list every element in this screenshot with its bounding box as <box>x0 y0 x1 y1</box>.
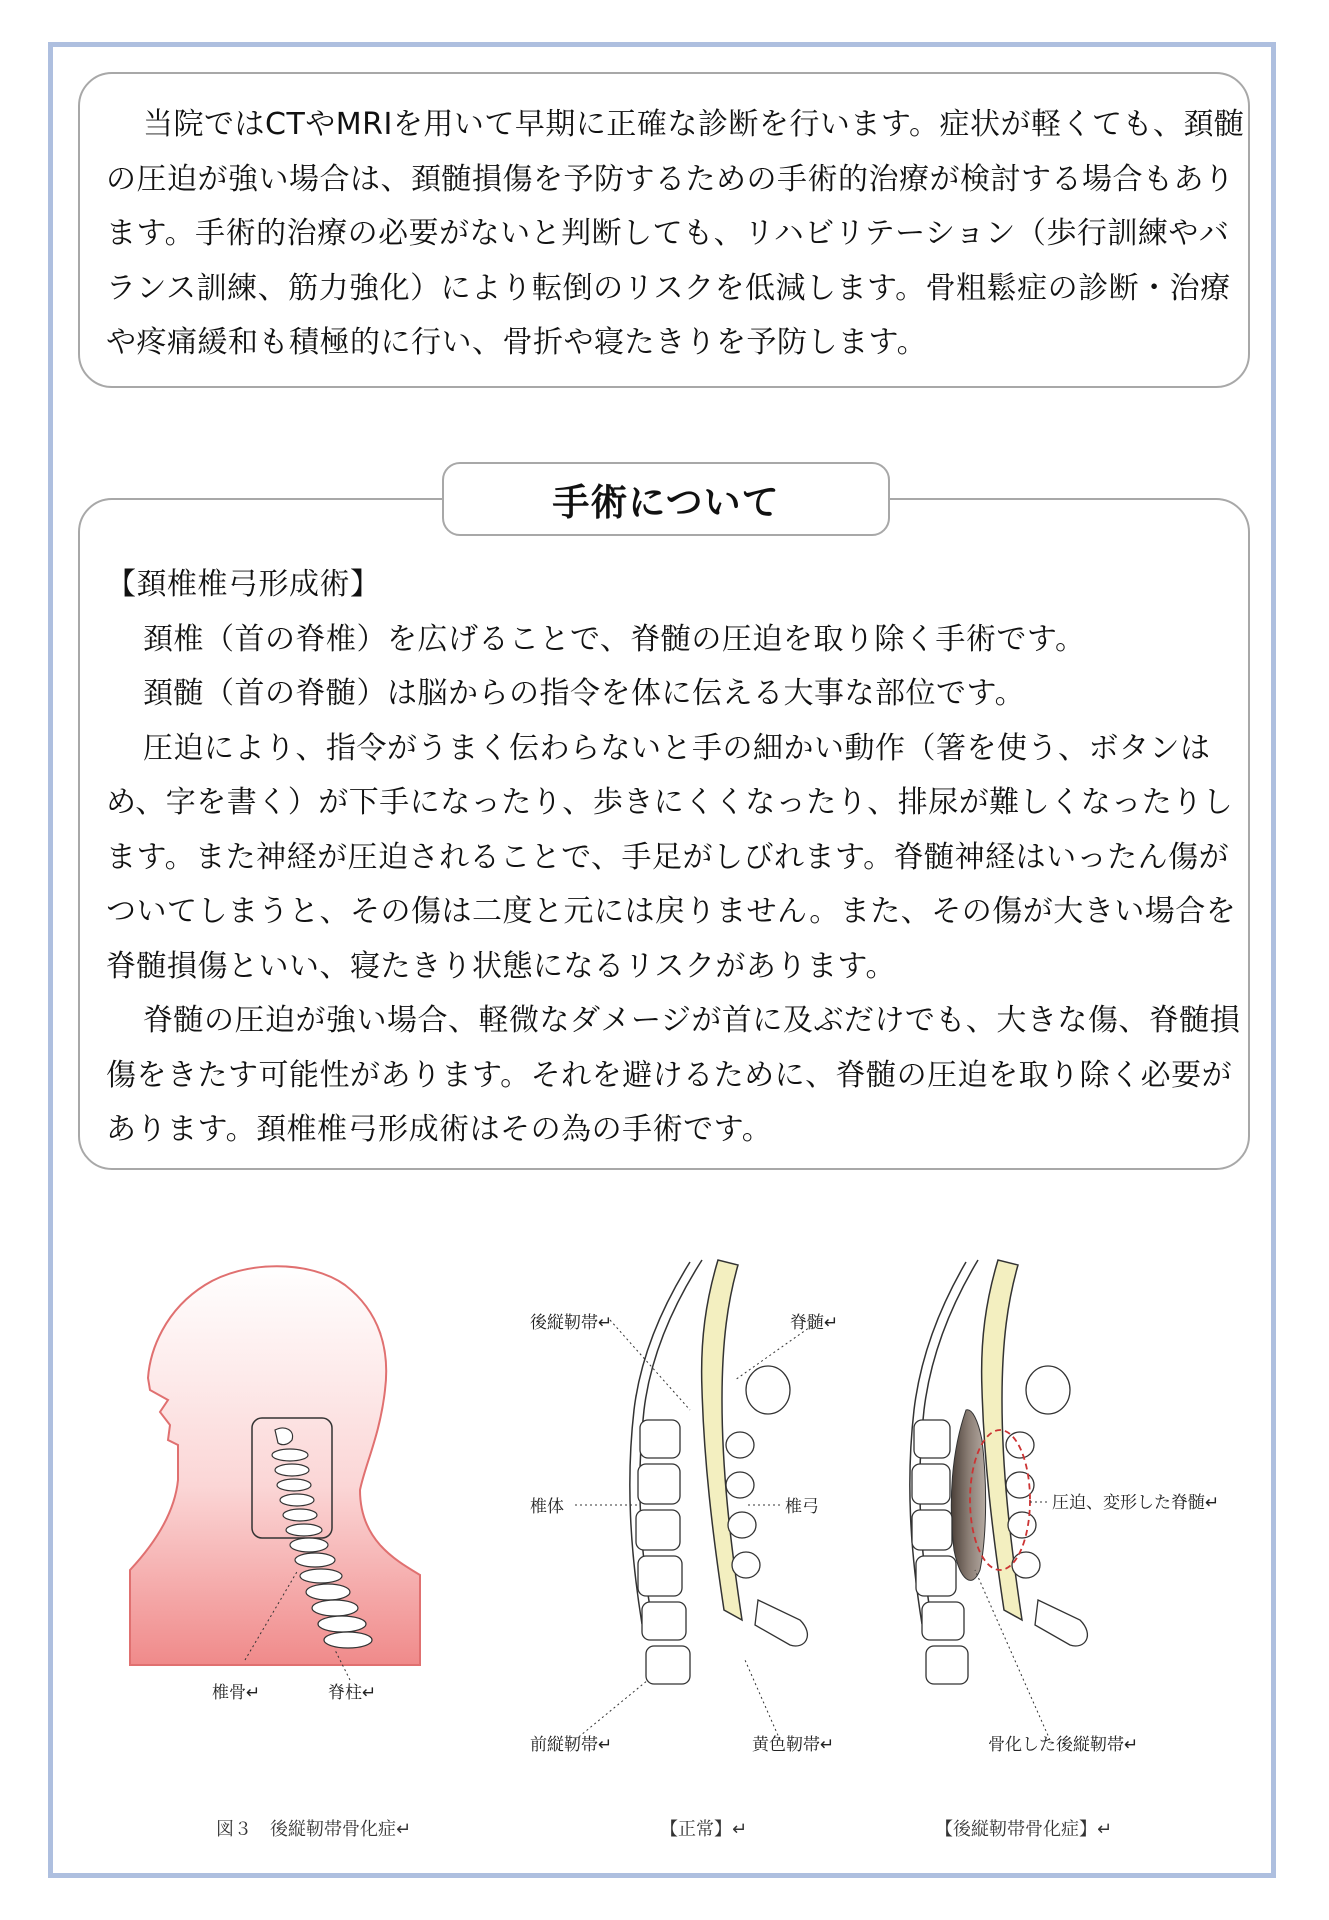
label-lamina: 椎弓 <box>785 1497 819 1517</box>
label-cord: 脊髄↵ <box>790 1313 839 1333</box>
label-compressed-cord: 圧迫、変形した脊髄↵ <box>1052 1493 1220 1513</box>
surgery-paragraph-4: 脊髄の圧迫が強い場合、軽微なダメージが首に及ぶだけでも、大きな傷、脊髄損傷をきたす可能性があります。それを避けるために、脊髄の圧迫を取り除く必要があります。頚椎椎弓形成術はその為の手術です。 <box>106 1003 1241 1147</box>
figure-illustrations <box>0 1240 1329 1860</box>
head-figure <box>130 1266 420 1680</box>
section-title: 手術について <box>442 462 890 536</box>
caption-opll: 【後縦靭帯骨化症】↵ <box>935 1819 1113 1840</box>
intro-paragraph: 当院ではCTやMRIを用いて早期に正確な診断を行います。症状が軽くても、頚髄の圧迫が強い場合は、頚髄損傷を予防するための手術的治療が検討する場合もあります。手術的治療の必要がないと判断しても、リハビリテーション（歩行訓練やバランス訓練、筋力強化）により転倒のリスクを低減します。骨粗鬆症の診断・治療や疼痛緩和も積極的に行い、骨折や寝たきりを予防します。 <box>106 107 1245 360</box>
surgery-paragraph-2: 頚髄（首の脊髄）は脳からの指令を体に伝える大事な部位です。 <box>143 676 1026 711</box>
label-spine: 脊柱↵ <box>328 1683 377 1703</box>
caption-normal: 【正常】↵ <box>660 1819 748 1840</box>
caption-fig3: 図３ 後縦靭帯骨化症↵ <box>216 1819 412 1840</box>
label-pll: 後縦靭帯↵ <box>530 1313 613 1333</box>
label-body: 椎体 <box>530 1497 564 1517</box>
label-all: 前縦靭帯↵ <box>530 1735 613 1755</box>
surgery-paragraph-1: 頚椎（首の脊椎）を広げることで、脊髄の圧迫を取り除く手術です。 <box>143 621 1086 657</box>
label-vertebra: 椎骨↵ <box>212 1683 261 1703</box>
surgery-heading: 【頚椎椎弓形成術】 <box>106 567 381 602</box>
label-lf: 黄色靭帯↵ <box>752 1735 835 1755</box>
surgery-paragraph-3: 圧迫により、指令がうまく伝わらないと手の細かい動作（箸を使う、ボタンはめ、字を書く）が下手になったり、歩きにくくなったり、排尿が難しくなったりします。また神経が圧迫されることで、手足がしびれます。脊髄神経はいったん傷がついてしまうと、その傷は二度と元には戻りません。また、その傷が大きい場合を脊髄損傷といい、寝たきり状態になるリスクがあります。 <box>106 730 1237 984</box>
label-ossified-pll: 骨化した後縦靭帯↵ <box>988 1735 1139 1755</box>
surgery-text <box>106 558 1246 1158</box>
